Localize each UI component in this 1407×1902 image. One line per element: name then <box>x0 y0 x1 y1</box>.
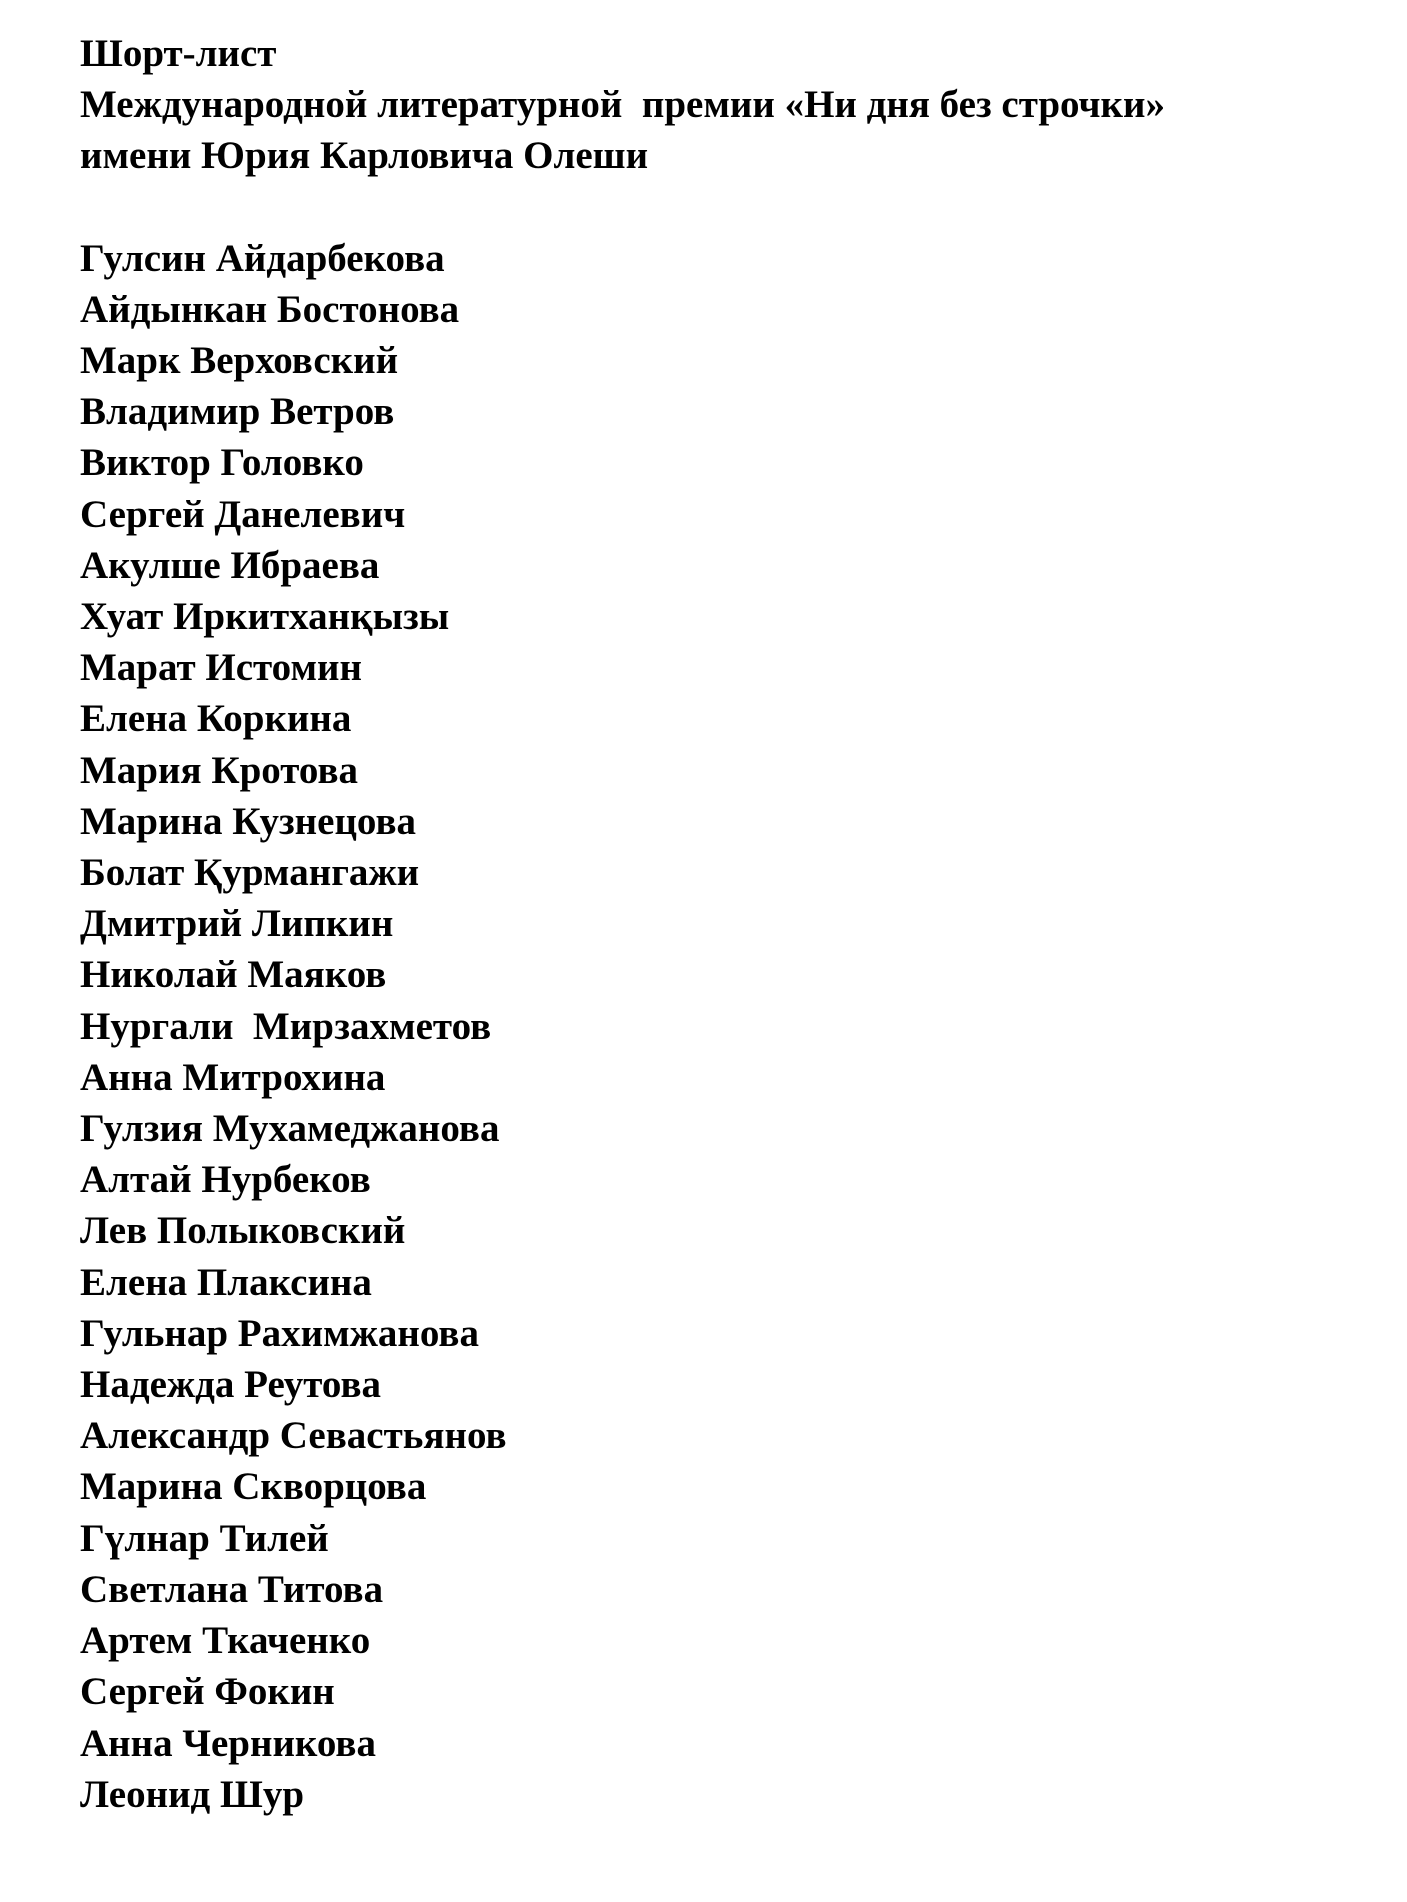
name-item: Леонид Шур <box>80 1772 305 1816</box>
name-item: Гулзия Мухамеджанова <box>80 1107 500 1151</box>
title-line-1: Шорт-лист <box>80 32 277 75</box>
name-item: Болат Қурмангажи <box>80 851 420 895</box>
name-item: Лев Полыковский <box>80 1209 406 1253</box>
name-item: Сергей Данелевич <box>80 492 406 536</box>
name-item: Артем Ткаченко <box>80 1619 371 1663</box>
name-item: Акулше Ибраева <box>80 543 380 587</box>
document-page <box>80 28 1380 1820</box>
name-item: Надежда Реутова <box>80 1363 382 1407</box>
document-title <box>80 28 1380 182</box>
title-line-2: Международной литературной премии «Ни дня без строчки» <box>80 83 1165 127</box>
name-item: Марина Кузнецова <box>80 799 417 843</box>
name-item: Владимир Ветров <box>80 390 395 434</box>
name-item: Гулсин Айдарбекова <box>80 236 445 280</box>
title-line-3: имени Юрия Карловича Олеши <box>80 134 649 178</box>
name-item: Гульнар Рахимжанова <box>80 1311 479 1355</box>
name-item: Марат Истомин <box>80 646 362 690</box>
name-item: Мария Кротова <box>80 748 359 792</box>
name-item: Николай Маяков <box>80 953 387 997</box>
shortlist-names <box>80 233 1380 1820</box>
name-item: Елена Плаксина <box>80 1260 372 1304</box>
name-item: Нургали Мирзахметов <box>80 1004 492 1048</box>
name-item: Светлана Титова <box>80 1567 384 1611</box>
name-item: Айдынкан Бостонова <box>80 287 460 331</box>
name-item: Сергей Фокин <box>80 1670 335 1714</box>
name-item: Анна Черникова <box>80 1721 376 1765</box>
name-item: Дмитрий Липкин <box>80 902 394 946</box>
name-item: Елена Коркина <box>80 697 352 741</box>
name-item: Гүлнар Тилей <box>80 1516 329 1560</box>
name-item: Марина Скворцова <box>80 1465 427 1509</box>
name-item: Марк Верховский <box>80 339 399 383</box>
name-item: Хуат Иркитханқызы <box>80 595 450 639</box>
name-item: Алтай Нурбеков <box>80 1158 371 1202</box>
name-item: Анна Митрохина <box>80 1055 386 1099</box>
name-item: Александр Севастьянов <box>80 1414 507 1458</box>
name-item: Виктор Головко <box>80 441 364 485</box>
